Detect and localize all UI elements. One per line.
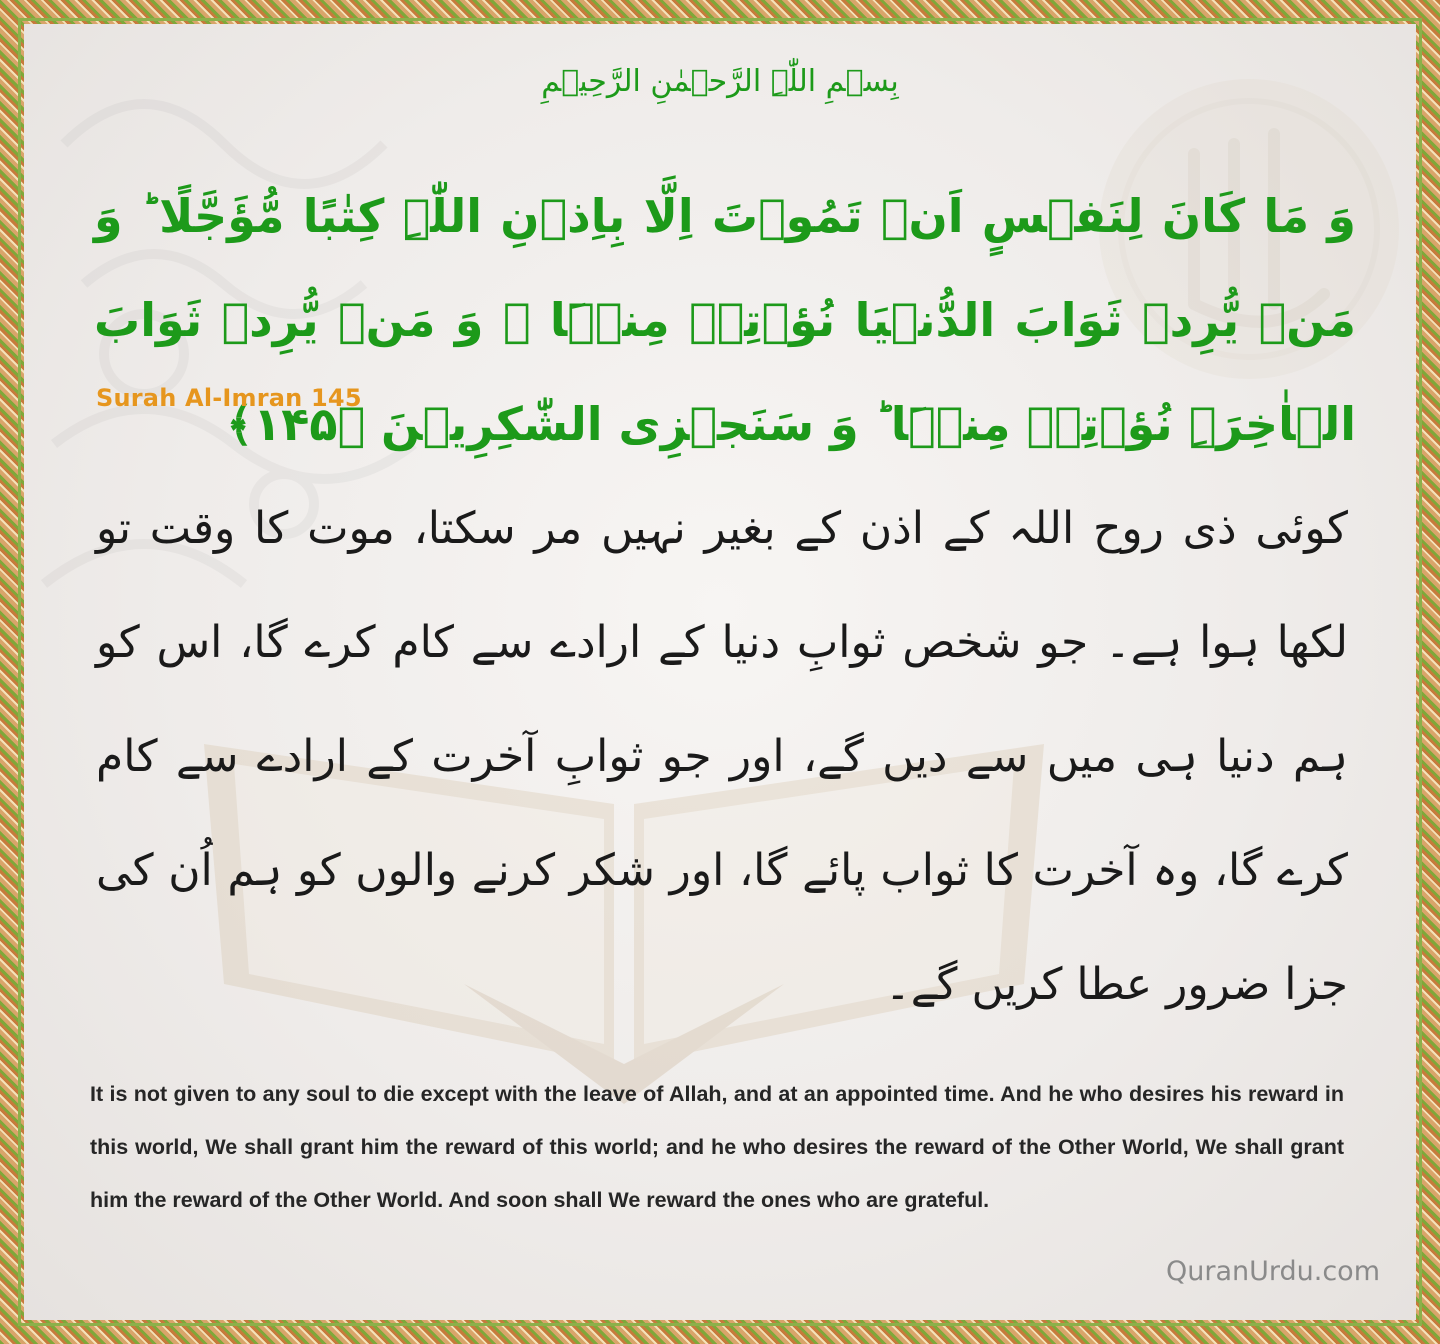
english-translation-text: It is not given to any soul to die except with the leave of Allah, and at an appointed time. And he who desires his reward in this world, We shall grant him the reward of this world; and he who desires the reward of the Other World, We shall grant him the reward of the Other World. And soon shall We reward the ones who are grateful. [90,1082,1344,1212]
bismillah-heading: بِسۡمِ اللّٰہِ الرَّحۡمٰنِ الرَّحِیۡمِ [541,64,899,99]
arabic-verse-text: وَ مَا کَانَ لِنَفۡسٍ اَنۡ تَمُوۡتَ اِلَّا بِاِذۡنِ اللّٰہِ کِتٰبًا مُّؤَجَّلًا ؕ وَ مَنۡ یُّرِدۡ ثَوَابَ الدُّنۡیَا نُؤۡتِہٖ مِنۡہَا ۚ وَ مَنۡ یُّرِدۡ ثَوَابَ الۡاٰخِرَۃِ نُؤۡتِہٖ مِنۡہَا ؕ وَ سَنَجۡزِی الشّٰکِرِیۡنَ ﴿۱۴۵﴾ [94,189,1356,451]
content-panel [24,24,1416,1320]
site-credit-watermark: QuranUrdu.com [1165,1256,1380,1287]
urdu-translation-text: کوئی ذی روح اللہ کے اذن کے بغیر نہیں مر سکتا، موت کا وقت تو لکھا ہوا ہے۔ جو شخص ثوابِ دنیا کے ارادے سے کام کرے گا، اس کو ہم دنیا ہی میں سے دیں گے، اور جو ثوابِ آخرت کے ارادے سے کام کرے گا، وہ آخرت کا ثواب پائے گا، اور شکر کرنے والوں کو ہم اُن کی جزا ضرور عطا کریں گے۔ [96,503,1348,1010]
surah-reference-label: Surah Al-Imran 145 [96,384,362,412]
